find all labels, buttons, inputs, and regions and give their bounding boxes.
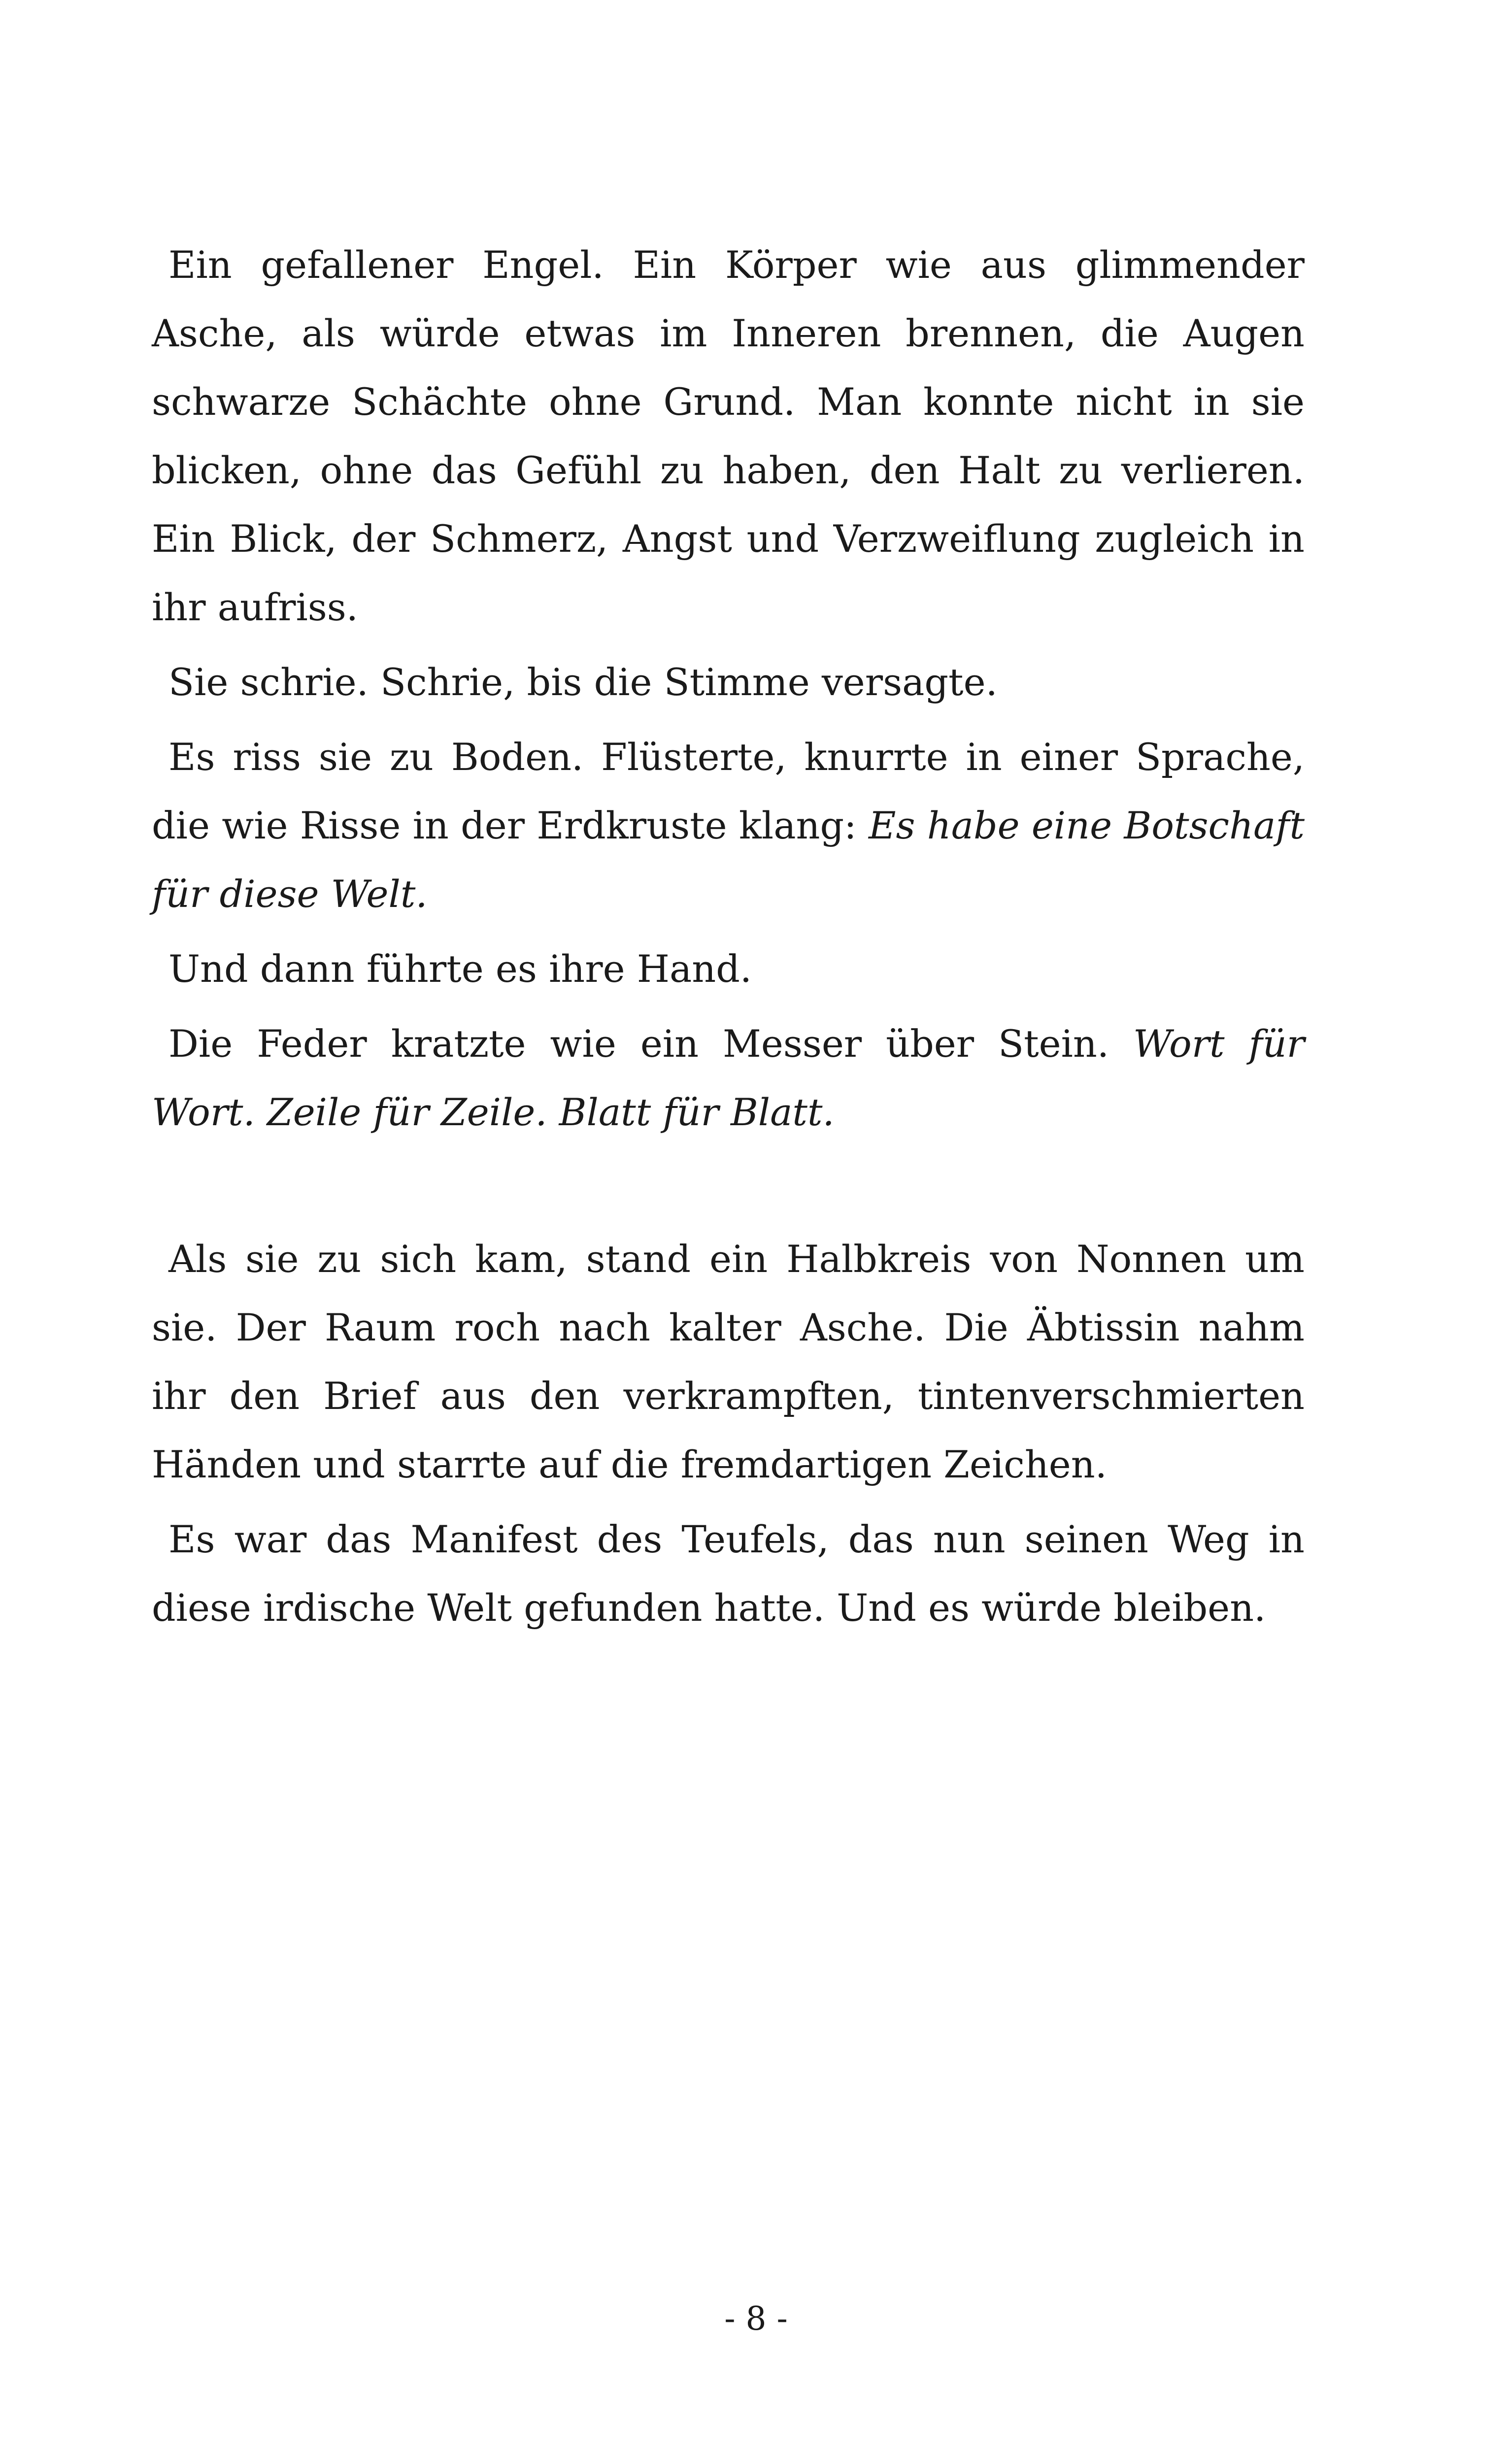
paragraph-awakening: Als sie zu sich kam, stand ein Halbkreis von Nonnen um sie. Der Raum roch nach kalter Asche. Die Äbtissin nahm ihr den Brief aus den verkrampften, tintenverschmierten Händen und starrte auf die fremdartigen Zeichen. [152,1237,1305,1486]
paragraph-manifest: Es war das Manifest des Teufels, das nun seinen Weg in diese irdische Welt gefunden hatte. Und es würde bleiben. [152,1517,1305,1630]
page-number: - 8 - [724,2300,788,2338]
paragraph-message-text: Es riss sie zu Boden. Flüsterte, knurrte in einer Sprache, die wie Risse in der Erdkruste klang: [152,735,1305,847]
paragraph-message-italic: Es habe eine Botschaft für diese Welt. [152,804,1305,916]
paragraph-angel-description: Ein gefallener Engel. Ein Körper wie aus glimmender Asche, als würde etwas im Inneren brennen, die Augen schwarze Schächte ohne Grund. Man konnte nicht in sie blicken, ohne das Gefühl zu haben, den Halt zu verlieren. Ein Blick, der Schmerz, Angst und Verzweiflung zugleich in ihr aufriss. [152,243,1305,629]
paragraph-quill [152,1009,1305,1146]
paragraph-scream: Sie schrie. Schrie, bis die Stimme versagte. [168,660,998,704]
paragraph-quill-text: Die Feder kratzte wie ein Messer über Stein. [168,1022,1134,1066]
paragraph-quill-italic: Wort für Wort. Zeile für Zeile. Blatt für Blatt. [152,1022,1305,1134]
section-one [152,231,1305,1153]
paragraph-hand: Und dann führte es ihre Hand. [168,947,752,991]
paragraph-message [152,723,1305,928]
section-two [152,1225,1305,1648]
